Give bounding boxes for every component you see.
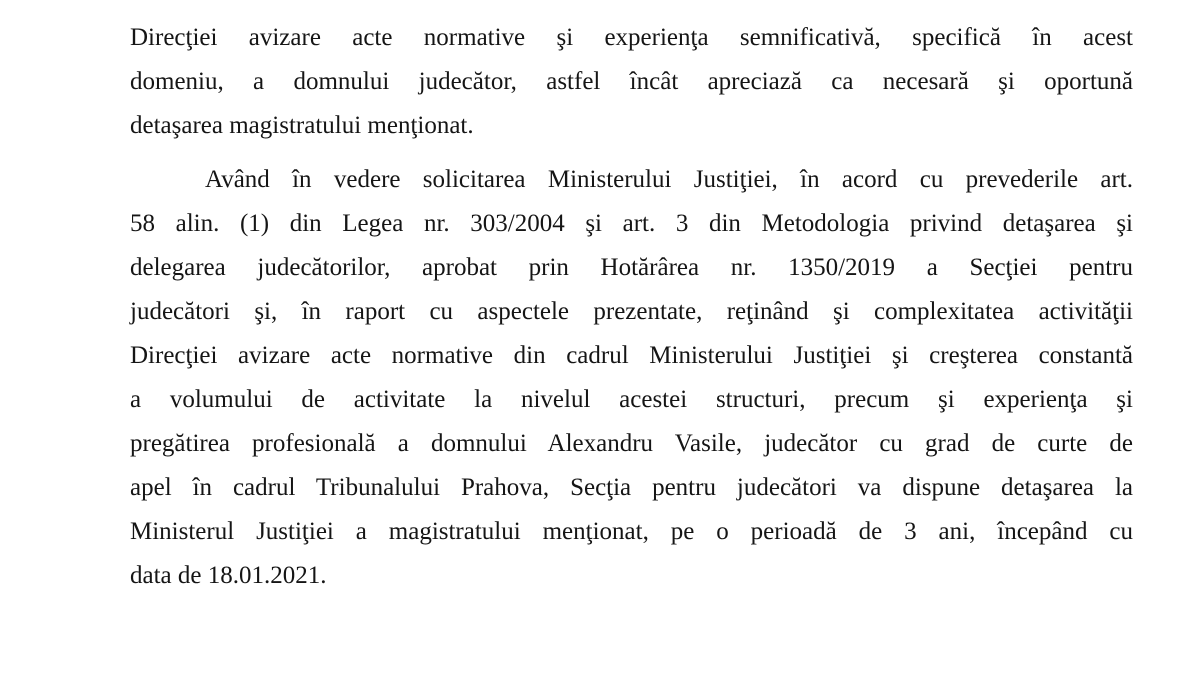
text-line: delegarea judecătorilor, aprobat prin Hotărârea nr. 1350/2019 a Secţiei pentru bbox=[130, 254, 1133, 281]
text-line: Ministerul Justiţiei a magistratului menţionat, pe o perioadă de 3 ani, începând cu bbox=[130, 518, 1133, 545]
text-line: a volumului de activitate la nivelul acestei structuri, precum şi experienţa şi bbox=[130, 386, 1133, 413]
text-line: judecători şi, în raport cu aspectele prezentate, reţinând şi complexitatea activităţii bbox=[130, 298, 1133, 325]
text-line: Direcţiei avizare acte normative şi experienţa semnificativă, specifică în acest bbox=[130, 24, 1133, 51]
document-page bbox=[130, 16, 1133, 598]
text-line: domeniu, a domnului judecător, astfel încât apreciază ca necesară şi oportună bbox=[130, 68, 1133, 95]
text-line: Direcţiei avizare acte normative din cadrul Ministerului Justiţiei şi creşterea constantă bbox=[130, 342, 1133, 369]
text-line: Având în vedere solicitarea Ministerului Justiţiei, în acord cu prevederile art. bbox=[205, 166, 1133, 193]
paragraph-1 bbox=[130, 16, 1133, 148]
text-line: apel în cadrul Tribunalului Prahova, Secţia pentru judecători va dispune detaşarea la bbox=[130, 474, 1133, 501]
text-line: 58 alin. (1) din Legea nr. 303/2004 şi art. 3 din Metodologia privind detaşarea şi bbox=[130, 210, 1133, 237]
text-line: data de 18.01.2021. bbox=[130, 562, 327, 589]
text-line: detaşarea magistratului menţionat. bbox=[130, 112, 474, 139]
text-line: pregătirea profesională a domnului Alexandru Vasile, judecător cu grad de curte de bbox=[130, 430, 1133, 457]
paragraph-2 bbox=[130, 158, 1133, 598]
